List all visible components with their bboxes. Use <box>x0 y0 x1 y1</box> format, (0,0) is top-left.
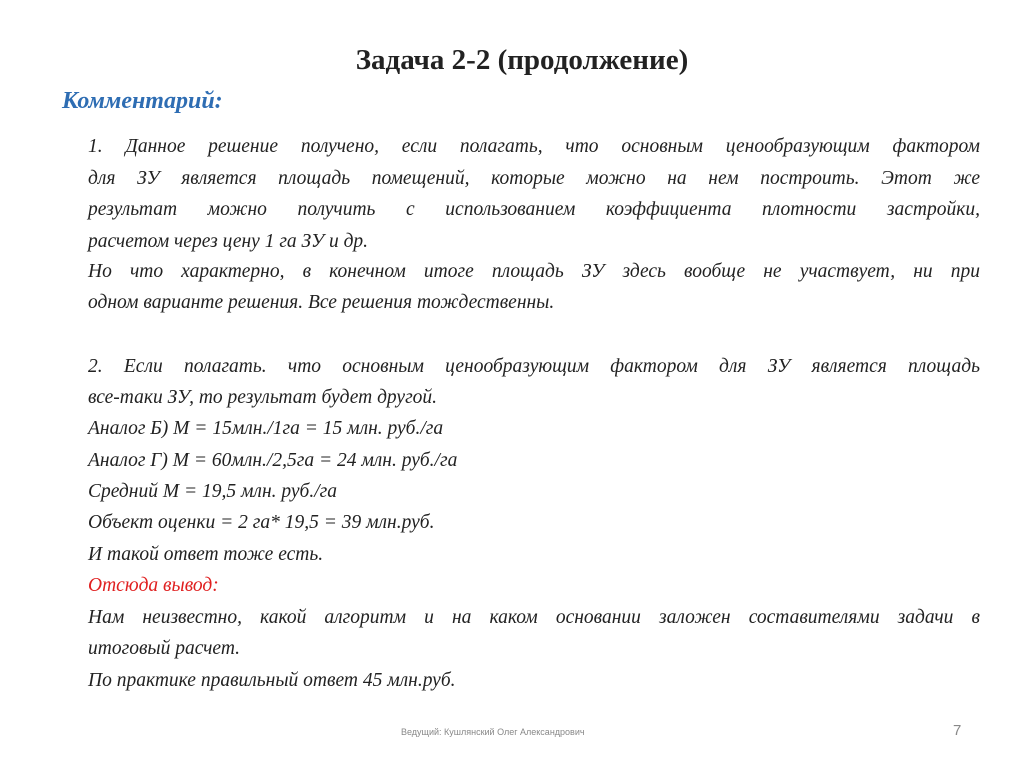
slide-title: Задача 2-2 (продолжение) <box>355 44 689 76</box>
text-line: Аналог Б) М = 15млн./1га = 15 млн. руб./га <box>88 418 444 439</box>
text-line: 1. Данное решение получено, если полагать, что основным ценообразующим фактором <box>88 136 980 157</box>
comment-heading: Комментарий: <box>62 88 223 114</box>
text-line: Нам неизвестно, какой алгоритм и на каком основании заложен составителями задачи в <box>88 607 980 628</box>
text-line: расчетом через цену 1 га ЗУ и др. <box>88 231 369 252</box>
text-line: И такой ответ тоже есть. <box>88 544 324 565</box>
text-line: По практике правильный ответ 45 млн.руб. <box>88 670 456 691</box>
text-line: Но что характерно, в конечном итоге площадь ЗУ здесь вообще не участвует, ни при <box>88 261 980 282</box>
text-line: 2. Если полагать. что основным ценообразующим фактором для ЗУ является площадь <box>88 356 980 377</box>
text-line: для ЗУ является площадь помещений, которые можно на нем построить. Этот же <box>88 168 980 189</box>
text-line: Объект оценки = 2 га* 19,5 = 39 млн.руб. <box>88 512 435 533</box>
text-line: одном варианте решения. Все решения тождественны. <box>88 292 555 313</box>
text-line: все-таки ЗУ, то результат будет другой. <box>88 387 438 408</box>
footer-presenter: Ведущий: Кушлянский Олег Александрович <box>401 727 585 737</box>
text-line: Аналог Г) М = 60млн./2,5га = 24 млн. руб./га <box>88 450 458 471</box>
page-number: 7 <box>953 722 962 739</box>
text-line: итоговый расчет. <box>88 638 241 659</box>
text-line: результат можно получить с использованием коэффициента плотности застройки, <box>88 199 980 220</box>
text-line: Средний М = 19,5 млн. руб./га <box>88 481 337 502</box>
conclusion-heading: Отсюда вывод: <box>88 575 219 596</box>
